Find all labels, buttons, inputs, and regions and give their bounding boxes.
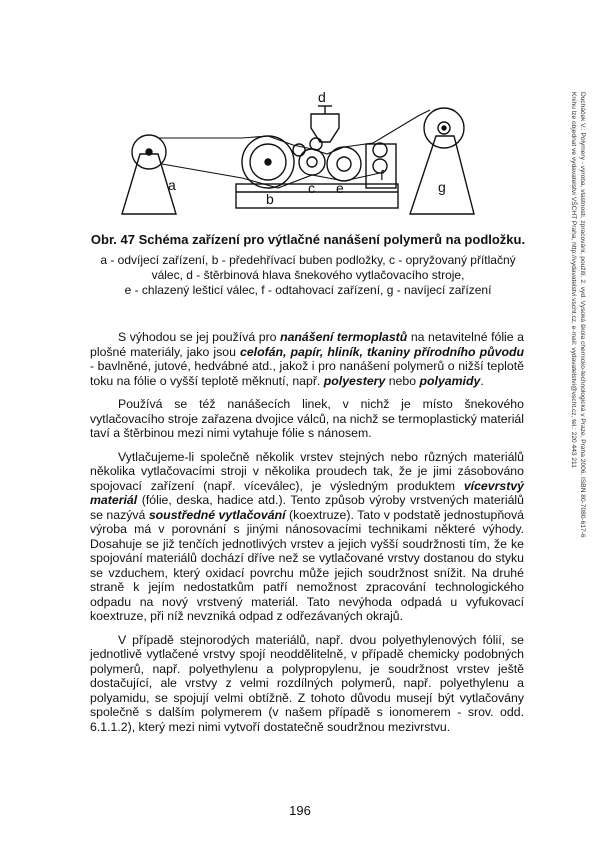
side-citation: [569, 92, 586, 732]
text-run: S výhodou se jej používá pro: [118, 330, 281, 344]
label-b: b: [266, 191, 274, 207]
label-e: e: [336, 180, 344, 196]
label-a: a: [168, 177, 176, 193]
label-d: d: [318, 92, 326, 105]
text-run: Používá se též nanášecích linek, v nichž je místo šnekového vytlačovacího stroje zařazena dvojice válců, na nichž se termoplastický materiál taví a štěrbinou mezi nimi vytahuje fólie s nánosem.: [90, 397, 524, 440]
body-text: [90, 330, 524, 743]
machine-schematic: [118, 92, 498, 222]
paragraph: [90, 397, 524, 441]
emphasized-term: nanášení termoplastů: [280, 330, 408, 344]
caption-legend: [88, 253, 528, 298]
label-g: g: [438, 179, 446, 195]
emphasized-term: soustředné vytlačování: [148, 507, 286, 522]
legend-line: e - chlazený lešticí válec, f - odtahovací zařízení, g - navíjecí zařízení: [124, 283, 492, 297]
text-run: .: [480, 373, 484, 388]
legend-line: a - odvíjecí zařízení, b - předehřívací buben podložky, c - opryžovaný přítlačný: [100, 253, 516, 267]
paragraph: [90, 633, 524, 735]
text-run: V případě stejnorodých materiálů, např. dvou polyethylenových fólií, se jednotlivě vytlačené vrstvy spojí neoddělitelně, v případě chemicky podobných polymerů, např. polyethylenu a polypropylenu, je soudržnost vrstev ještě dostačující, ale vrstvy z velmi rozdílných polymerů, např. polyethylenu a polyamidu, se spojují velmi obtížně. Z tohoto důvodu musejí být vytlačovány společně s dalším polymerem (v našem případě s ionomerem - srov. odd. 6.1.1.2), který mezi nimi vytvoří dostatečně soudržnou mezivrstvu.: [90, 632, 524, 734]
text-run: (fólie, deska, hadice atd.). Tento způsob výroby vrstvených materiálů se nazývá: [90, 493, 524, 522]
figure-caption: [88, 232, 528, 298]
text-run: Vytlačujeme-li společně několik vrstev stejných nebo různých materiálů několika vytlačovacími stroji v několika proudech tak, že je jimi zásobováno spojovací zařízení (např. víceválec), je výsledným produktem: [90, 449, 524, 493]
citation-line: Ducháček V.: Polymery - výroba, vlastnosti, zpracování, použití. 2. vyd. Vysoká škola chemicko-technologická v Praze, Praha 2006. ISBN 80-7080-617-6: [579, 92, 586, 538]
emphasized-term: celofán, papír, hliník, tkaniny přírodního původu: [239, 344, 524, 359]
text-run: na netavitelné fólie a plošné materiály, jako jsou: [90, 330, 524, 359]
emphasized-term: polyamidy: [419, 373, 481, 388]
emphasized-term: polyestery: [323, 373, 386, 388]
citation-line: Knihu lze objednat ve vydavatelství VŠCHT Praha, http://vydavatelstvi.vscht.cz, e-mail: vydavatelstvi@vscht.cz, tel.: 220 443 211: [570, 92, 578, 468]
text-run: - bavlněné, jutové, hedvábné atd., jakož i pro nanášení polymerů o nižší teplotě toku na fólie o vyšší teplotě měknutí, např.: [90, 359, 524, 388]
text-run: (koextruze). Tato v podstatě jednostupňová výroba má v porovnání s jinými nánosovacími technikami některé výhody. Dosahuje se již tenčích jednotlivých vrstev a jejich vyšší soudržnosti tím, že ke spojování materiálů dochází dříve než se vytlačované vrstvy dostanou do styku se vzduchem, který oxidací povrchu může jejich soudržnost snížit. Na druhé straně k jejím nedostatkům patří nemožnost zpracování technologického odpadu na nový vrstvený materiál. Tato nevýhoda odpadá u vyfukovací koextruze, při níž nevzniká odpad z odřezávaných okrajů.: [90, 507, 524, 623]
text-run: nebo: [385, 373, 420, 388]
emphasized-term: vícevrstvý materiál: [90, 478, 524, 507]
label-f: f: [380, 167, 384, 183]
caption-title: Obr. 47 Schéma zařízení pro výtlačné nanášení polymerů na podložku.: [90, 232, 526, 247]
label-c: c: [308, 180, 315, 196]
paragraph: [90, 450, 524, 624]
legend-line: válec, d - štěrbinová hlava šnekového vytlačovacího stroje,: [151, 268, 465, 282]
paragraph: [90, 330, 524, 388]
page-number: 196: [289, 803, 311, 818]
pressure-roll: [299, 149, 325, 175]
